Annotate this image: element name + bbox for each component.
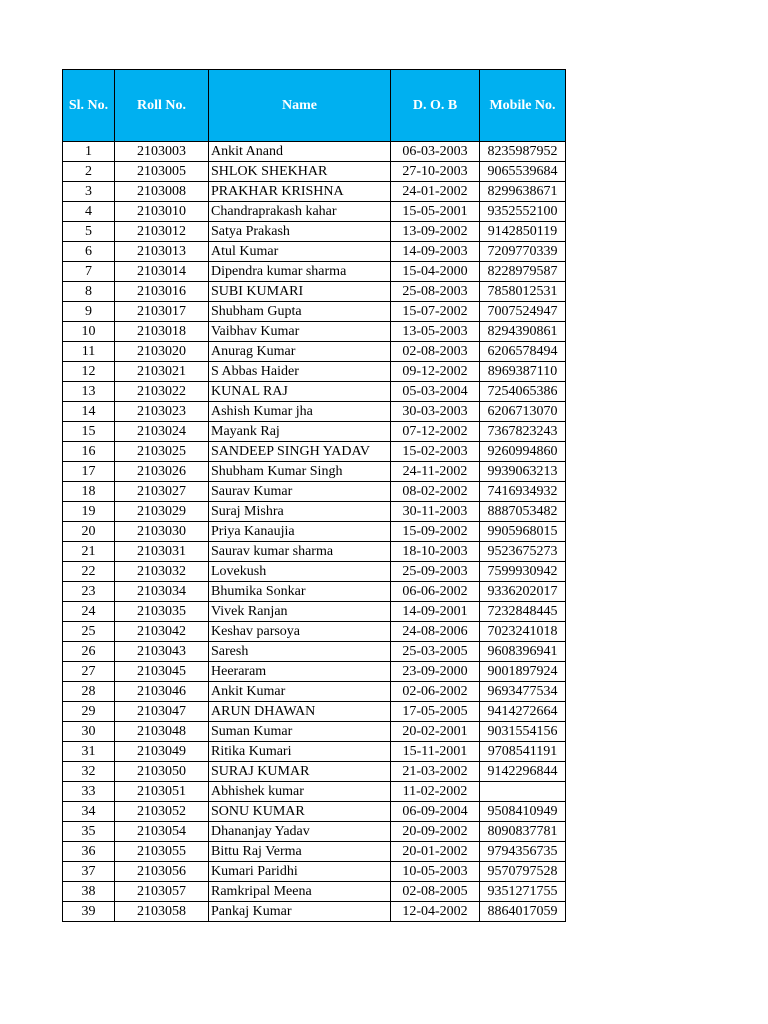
cell-sl-no: 7 xyxy=(63,262,115,282)
cell-roll-no: 2103014 xyxy=(115,262,209,282)
cell-roll-no: 2103055 xyxy=(115,842,209,862)
cell-roll-no: 2103050 xyxy=(115,762,209,782)
cell-mobile-no: 9708541191 xyxy=(480,742,566,762)
cell-sl-no: 21 xyxy=(63,542,115,562)
cell-roll-no: 2103020 xyxy=(115,342,209,362)
cell-roll-no: 2103018 xyxy=(115,322,209,342)
cell-mobile-no: 9523675273 xyxy=(480,542,566,562)
cell-name: S Abbas Haider xyxy=(209,362,391,382)
cell-sl-no: 12 xyxy=(63,362,115,382)
cell-sl-no: 14 xyxy=(63,402,115,422)
cell-dob: 15-05-2001 xyxy=(391,202,480,222)
cell-dob: 25-09-2003 xyxy=(391,562,480,582)
cell-mobile-no: 9794356735 xyxy=(480,842,566,862)
cell-mobile-no: 7232848445 xyxy=(480,602,566,622)
cell-dob: 27-10-2003 xyxy=(391,162,480,182)
cell-sl-no: 36 xyxy=(63,842,115,862)
cell-dob: 18-10-2003 xyxy=(391,542,480,562)
cell-sl-no: 31 xyxy=(63,742,115,762)
table-row xyxy=(63,782,566,802)
cell-mobile-no: 6206578494 xyxy=(480,342,566,362)
table-row xyxy=(63,202,566,222)
table-row xyxy=(63,342,566,362)
cell-name: Suman Kumar xyxy=(209,722,391,742)
cell-dob: 23-09-2000 xyxy=(391,662,480,682)
cell-roll-no: 2103029 xyxy=(115,502,209,522)
cell-roll-no: 2103022 xyxy=(115,382,209,402)
cell-mobile-no: 9570797528 xyxy=(480,862,566,882)
cell-mobile-no: 9414272664 xyxy=(480,702,566,722)
cell-roll-no: 2103043 xyxy=(115,642,209,662)
cell-mobile-no: 9142850119 xyxy=(480,222,566,242)
table-row xyxy=(63,382,566,402)
cell-roll-no: 2103024 xyxy=(115,422,209,442)
cell-mobile-no: 8294390861 xyxy=(480,322,566,342)
cell-roll-no: 2103046 xyxy=(115,682,209,702)
cell-name: SHLOK SHEKHAR xyxy=(209,162,391,182)
cell-roll-no: 2103025 xyxy=(115,442,209,462)
cell-dob: 07-12-2002 xyxy=(391,422,480,442)
cell-dob: 15-04-2000 xyxy=(391,262,480,282)
cell-dob: 15-07-2002 xyxy=(391,302,480,322)
cell-dob: 25-03-2005 xyxy=(391,642,480,662)
cell-dob: 06-06-2002 xyxy=(391,582,480,602)
cell-dob: 24-01-2002 xyxy=(391,182,480,202)
cell-mobile-no: 9142296844 xyxy=(480,762,566,782)
cell-sl-no: 5 xyxy=(63,222,115,242)
cell-dob: 15-09-2002 xyxy=(391,522,480,542)
table-row xyxy=(63,262,566,282)
cell-sl-no: 3 xyxy=(63,182,115,202)
cell-name: Saresh xyxy=(209,642,391,662)
cell-sl-no: 11 xyxy=(63,342,115,362)
table-row xyxy=(63,822,566,842)
cell-mobile-no: 9031554156 xyxy=(480,722,566,742)
cell-roll-no: 2103049 xyxy=(115,742,209,762)
cell-name: Suraj Mishra xyxy=(209,502,391,522)
cell-name: Shubham Gupta xyxy=(209,302,391,322)
cell-name: Saurav kumar sharma xyxy=(209,542,391,562)
cell-mobile-no: 9351271755 xyxy=(480,882,566,902)
cell-roll-no: 2103048 xyxy=(115,722,209,742)
cell-roll-no: 2103031 xyxy=(115,542,209,562)
cell-name: Vaibhav Kumar xyxy=(209,322,391,342)
cell-dob: 17-05-2005 xyxy=(391,702,480,722)
cell-sl-no: 24 xyxy=(63,602,115,622)
cell-dob: 09-12-2002 xyxy=(391,362,480,382)
cell-mobile-no: 7599930942 xyxy=(480,562,566,582)
cell-dob: 20-09-2002 xyxy=(391,822,480,842)
table-row xyxy=(63,482,566,502)
cell-name: SANDEEP SINGH YADAV xyxy=(209,442,391,462)
cell-name: Bhumika Sonkar xyxy=(209,582,391,602)
cell-dob: 20-01-2002 xyxy=(391,842,480,862)
cell-roll-no: 2103045 xyxy=(115,662,209,682)
table-row xyxy=(63,682,566,702)
cell-name: SURAJ KUMAR xyxy=(209,762,391,782)
cell-sl-no: 22 xyxy=(63,562,115,582)
cell-mobile-no: 9336202017 xyxy=(480,582,566,602)
cell-sl-no: 29 xyxy=(63,702,115,722)
cell-name: ARUN DHAWAN xyxy=(209,702,391,722)
cell-name: Ramkripal Meena xyxy=(209,882,391,902)
table-row xyxy=(63,762,566,782)
cell-mobile-no: 8864017059 xyxy=(480,902,566,922)
cell-name: Pankaj Kumar xyxy=(209,902,391,922)
cell-roll-no: 2103054 xyxy=(115,822,209,842)
table-row xyxy=(63,522,566,542)
table-row xyxy=(63,722,566,742)
cell-roll-no: 2103005 xyxy=(115,162,209,182)
cell-sl-no: 8 xyxy=(63,282,115,302)
cell-sl-no: 15 xyxy=(63,422,115,442)
cell-sl-no: 6 xyxy=(63,242,115,262)
cell-mobile-no: 8887053482 xyxy=(480,502,566,522)
cell-mobile-no: 7416934932 xyxy=(480,482,566,502)
cell-roll-no: 2103027 xyxy=(115,482,209,502)
cell-sl-no: 10 xyxy=(63,322,115,342)
cell-sl-no: 1 xyxy=(63,142,115,162)
cell-sl-no: 13 xyxy=(63,382,115,402)
cell-sl-no: 18 xyxy=(63,482,115,502)
cell-name: Atul Kumar xyxy=(209,242,391,262)
cell-dob: 02-06-2002 xyxy=(391,682,480,702)
cell-mobile-no: 9001897924 xyxy=(480,662,566,682)
table-row xyxy=(63,582,566,602)
cell-dob: 21-03-2002 xyxy=(391,762,480,782)
cell-dob: 13-05-2003 xyxy=(391,322,480,342)
cell-sl-no: 27 xyxy=(63,662,115,682)
cell-mobile-no: 8090837781 xyxy=(480,822,566,842)
table-row xyxy=(63,542,566,562)
cell-name: Ankit Kumar xyxy=(209,682,391,702)
cell-roll-no: 2103056 xyxy=(115,862,209,882)
cell-mobile-no: 7023241018 xyxy=(480,622,566,642)
cell-mobile-no: 9260994860 xyxy=(480,442,566,462)
cell-roll-no: 2103032 xyxy=(115,562,209,582)
cell-name: Ashish Kumar jha xyxy=(209,402,391,422)
cell-sl-no: 28 xyxy=(63,682,115,702)
cell-sl-no: 20 xyxy=(63,522,115,542)
cell-roll-no: 2103030 xyxy=(115,522,209,542)
cell-sl-no: 19 xyxy=(63,502,115,522)
header-dob: D. O. B xyxy=(391,70,480,142)
cell-mobile-no: 8235987952 xyxy=(480,142,566,162)
cell-name: KUNAL RAJ xyxy=(209,382,391,402)
table-row xyxy=(63,162,566,182)
cell-mobile-no: 7254065386 xyxy=(480,382,566,402)
cell-dob: 02-08-2005 xyxy=(391,882,480,902)
table-row xyxy=(63,562,566,582)
table-body xyxy=(63,142,566,922)
cell-mobile-no: 8299638671 xyxy=(480,182,566,202)
cell-name: Ankit Anand xyxy=(209,142,391,162)
header-sl-no: Sl. No. xyxy=(63,70,115,142)
cell-dob: 06-03-2003 xyxy=(391,142,480,162)
cell-name: Shubham Kumar Singh xyxy=(209,462,391,482)
table-row xyxy=(63,882,566,902)
table-row xyxy=(63,602,566,622)
cell-name: Heeraram xyxy=(209,662,391,682)
cell-roll-no: 2103023 xyxy=(115,402,209,422)
table-row xyxy=(63,502,566,522)
cell-dob: 02-08-2003 xyxy=(391,342,480,362)
cell-name: Abhishek kumar xyxy=(209,782,391,802)
table-row xyxy=(63,222,566,242)
cell-roll-no: 2103013 xyxy=(115,242,209,262)
cell-roll-no: 2103057 xyxy=(115,882,209,902)
table-row xyxy=(63,662,566,682)
table-row xyxy=(63,702,566,722)
cell-mobile-no: 7858012531 xyxy=(480,282,566,302)
cell-sl-no: 23 xyxy=(63,582,115,602)
cell-sl-no: 37 xyxy=(63,862,115,882)
cell-sl-no: 32 xyxy=(63,762,115,782)
table-row xyxy=(63,242,566,262)
cell-dob: 11-02-2002 xyxy=(391,782,480,802)
cell-roll-no: 2103003 xyxy=(115,142,209,162)
cell-sl-no: 38 xyxy=(63,882,115,902)
cell-dob: 24-08-2006 xyxy=(391,622,480,642)
cell-sl-no: 17 xyxy=(63,462,115,482)
header-name: Name xyxy=(209,70,391,142)
cell-dob: 20-02-2001 xyxy=(391,722,480,742)
header-row xyxy=(63,70,566,142)
table-row xyxy=(63,322,566,342)
cell-roll-no: 2103016 xyxy=(115,282,209,302)
cell-sl-no: 35 xyxy=(63,822,115,842)
cell-roll-no: 2103021 xyxy=(115,362,209,382)
cell-dob: 08-02-2002 xyxy=(391,482,480,502)
cell-name: Anurag Kumar xyxy=(209,342,391,362)
table-row xyxy=(63,742,566,762)
cell-mobile-no: 9065539684 xyxy=(480,162,566,182)
table-row xyxy=(63,622,566,642)
cell-mobile-no: 7367823243 xyxy=(480,422,566,442)
table-row xyxy=(63,802,566,822)
table-row xyxy=(63,642,566,662)
table-row xyxy=(63,462,566,482)
table-row xyxy=(63,282,566,302)
cell-mobile-no: 9905968015 xyxy=(480,522,566,542)
cell-dob: 10-05-2003 xyxy=(391,862,480,882)
header-roll-no: Roll No. xyxy=(115,70,209,142)
cell-sl-no: 25 xyxy=(63,622,115,642)
cell-name: Dhananjay Yadav xyxy=(209,822,391,842)
table-row xyxy=(63,862,566,882)
cell-mobile-no: 8228979587 xyxy=(480,262,566,282)
table-row xyxy=(63,842,566,862)
table-row xyxy=(63,902,566,922)
cell-sl-no: 39 xyxy=(63,902,115,922)
cell-roll-no: 2103051 xyxy=(115,782,209,802)
cell-sl-no: 9 xyxy=(63,302,115,322)
cell-dob: 15-11-2001 xyxy=(391,742,480,762)
cell-name: Satya Prakash xyxy=(209,222,391,242)
cell-roll-no: 2103042 xyxy=(115,622,209,642)
cell-name: Keshav parsoya xyxy=(209,622,391,642)
cell-mobile-no xyxy=(480,782,566,802)
cell-mobile-no: 9939063213 xyxy=(480,462,566,482)
cell-name: SONU KUMAR xyxy=(209,802,391,822)
table-row xyxy=(63,422,566,442)
cell-sl-no: 2 xyxy=(63,162,115,182)
cell-sl-no: 4 xyxy=(63,202,115,222)
cell-name: PRAKHAR KRISHNA xyxy=(209,182,391,202)
cell-sl-no: 33 xyxy=(63,782,115,802)
cell-mobile-no: 9508410949 xyxy=(480,802,566,822)
table-row xyxy=(63,142,566,162)
cell-dob: 25-08-2003 xyxy=(391,282,480,302)
cell-roll-no: 2103010 xyxy=(115,202,209,222)
cell-sl-no: 30 xyxy=(63,722,115,742)
cell-dob: 06-09-2004 xyxy=(391,802,480,822)
cell-name: Lovekush xyxy=(209,562,391,582)
cell-name: Ritika Kumari xyxy=(209,742,391,762)
cell-name: Saurav Kumar xyxy=(209,482,391,502)
cell-roll-no: 2103052 xyxy=(115,802,209,822)
cell-name: SUBI KUMARI xyxy=(209,282,391,302)
cell-dob: 30-03-2003 xyxy=(391,402,480,422)
cell-name: Dipendra kumar sharma xyxy=(209,262,391,282)
cell-sl-no: 26 xyxy=(63,642,115,662)
cell-dob: 14-09-2003 xyxy=(391,242,480,262)
cell-name: Priya Kanaujia xyxy=(209,522,391,542)
cell-mobile-no: 6206713070 xyxy=(480,402,566,422)
cell-mobile-no: 7007524947 xyxy=(480,302,566,322)
cell-sl-no: 16 xyxy=(63,442,115,462)
cell-roll-no: 2103034 xyxy=(115,582,209,602)
cell-mobile-no: 7209770339 xyxy=(480,242,566,262)
cell-roll-no: 2103026 xyxy=(115,462,209,482)
cell-roll-no: 2103008 xyxy=(115,182,209,202)
cell-mobile-no: 9608396941 xyxy=(480,642,566,662)
cell-dob: 05-03-2004 xyxy=(391,382,480,402)
table-row xyxy=(63,442,566,462)
cell-roll-no: 2103058 xyxy=(115,902,209,922)
table-row xyxy=(63,182,566,202)
cell-dob: 12-04-2002 xyxy=(391,902,480,922)
student-list-table xyxy=(62,69,566,922)
cell-name: Mayank Raj xyxy=(209,422,391,442)
cell-roll-no: 2103012 xyxy=(115,222,209,242)
cell-dob: 13-09-2002 xyxy=(391,222,480,242)
table-row xyxy=(63,302,566,322)
cell-roll-no: 2103035 xyxy=(115,602,209,622)
cell-roll-no: 2103047 xyxy=(115,702,209,722)
cell-dob: 24-11-2002 xyxy=(391,462,480,482)
cell-name: Bittu Raj Verma xyxy=(209,842,391,862)
cell-dob: 30-11-2003 xyxy=(391,502,480,522)
table-row xyxy=(63,362,566,382)
cell-sl-no: 34 xyxy=(63,802,115,822)
cell-name: Kumari Paridhi xyxy=(209,862,391,882)
cell-mobile-no: 9352552100 xyxy=(480,202,566,222)
cell-name: Chandraprakash kahar xyxy=(209,202,391,222)
cell-dob: 14-09-2001 xyxy=(391,602,480,622)
cell-mobile-no: 9693477534 xyxy=(480,682,566,702)
cell-mobile-no: 8969387110 xyxy=(480,362,566,382)
cell-roll-no: 2103017 xyxy=(115,302,209,322)
table-row xyxy=(63,402,566,422)
cell-name: Vivek Ranjan xyxy=(209,602,391,622)
cell-dob: 15-02-2003 xyxy=(391,442,480,462)
header-mobile-no: Mobile No. xyxy=(480,70,566,142)
